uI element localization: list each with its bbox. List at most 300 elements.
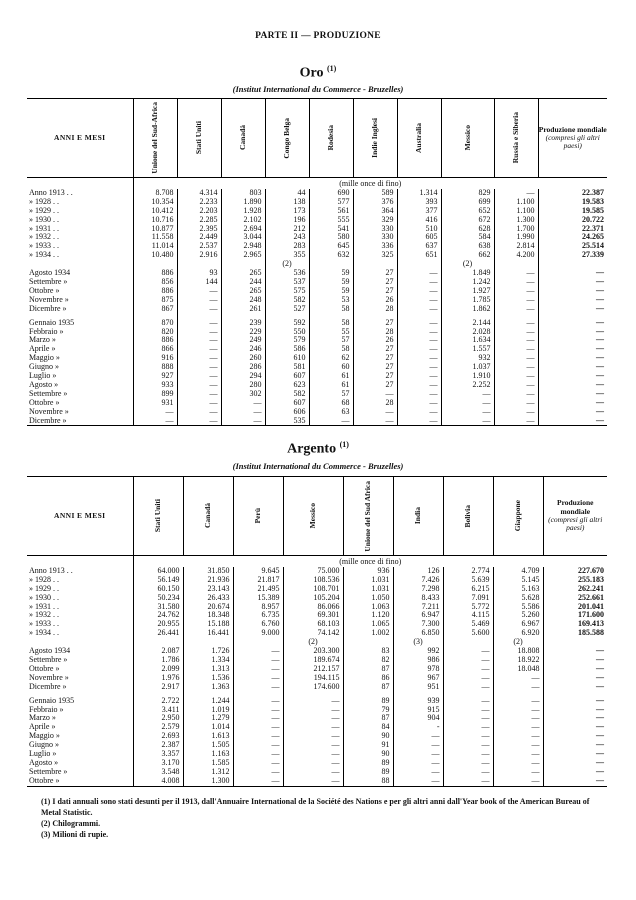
table-cell: — — [538, 417, 607, 426]
table-cell: 1.557 — [441, 345, 494, 354]
argento-corner-header: ANNI E MESI — [27, 477, 133, 556]
row-label: Agosto » — [29, 379, 59, 389]
table-cell: — — [177, 328, 221, 337]
table-cell: 1.700 — [494, 225, 538, 234]
table-cell: 7.300 — [393, 620, 443, 629]
table-cell: 262.241 — [543, 585, 607, 594]
table-cell: 577 — [309, 198, 353, 207]
oro-col-header — [397, 99, 441, 178]
table-cell: 203.300 — [283, 647, 343, 656]
table-cell: 20.722 — [538, 216, 607, 225]
table-cell: 1.312 — [183, 768, 233, 777]
table-cell: 6.850 — [393, 629, 443, 638]
table-row — [27, 336, 607, 345]
table-cell: 4.200 — [494, 251, 538, 260]
table-cell: 5.586 — [493, 603, 543, 612]
table-cell: 5.145 — [493, 576, 543, 585]
table-cell: — — [493, 723, 543, 732]
table-cell: 986 — [393, 656, 443, 665]
table-cell: 393 — [397, 198, 441, 207]
table-cell: 83 — [343, 647, 393, 656]
table-cell: — — [309, 417, 353, 426]
table-cell: 1.976 — [133, 674, 183, 683]
table-row — [27, 278, 607, 287]
table-cell: — — [494, 354, 538, 363]
table-cell: — — [543, 759, 607, 768]
table-cell: — — [221, 417, 265, 426]
table-cell: — — [538, 345, 607, 354]
table-row — [27, 723, 607, 732]
table-cell: 632 — [309, 251, 353, 260]
table-cell: — — [538, 363, 607, 372]
table-cell: — — [177, 390, 221, 399]
table-cell: 105.204 — [283, 594, 343, 603]
table-cell: 1.890 — [221, 198, 265, 207]
argento-units-label: (mille once di fino) — [133, 556, 607, 567]
table-cell: 376 — [353, 198, 397, 207]
table-cell: 173 — [265, 207, 309, 216]
footnote-3: (3) Milioni di rupie. — [41, 830, 109, 839]
table-cell: — — [443, 750, 493, 759]
table-cell: — — [233, 777, 283, 786]
table-cell: — — [221, 399, 265, 408]
table-cell: 18.922 — [493, 656, 543, 665]
table-cell: 5.600 — [443, 629, 493, 638]
table-cell: 1.242 — [441, 278, 494, 287]
oro-col-label: Congo Belga — [282, 117, 291, 159]
table-cell: 931 — [133, 399, 177, 408]
oro-col-label: Rodesia — [326, 125, 335, 151]
table-cell: 939 — [393, 697, 443, 706]
table-cell: 2.395 — [177, 225, 221, 234]
table-cell: 2.233 — [177, 198, 221, 207]
table-cell: 5.628 — [493, 594, 543, 603]
table-cell: 916 — [133, 354, 177, 363]
oro-col-label: Messico — [462, 125, 472, 151]
table-cell: 6.920 — [493, 629, 543, 638]
oro-col-label: Stati Uniti — [194, 121, 203, 155]
table-cell: — — [393, 777, 443, 786]
table-cell: 2.722 — [133, 697, 183, 706]
table-cell: 1.786 — [133, 656, 183, 665]
table-cell: 1.313 — [183, 665, 233, 674]
row-label: Agosto » — [29, 757, 59, 767]
table-cell: 2.449 — [177, 233, 221, 242]
table-row — [27, 408, 607, 417]
table-cell: 536 — [265, 269, 309, 278]
table-row — [27, 251, 607, 260]
row-label: Agosto 1934 — [29, 646, 71, 656]
table-cell: 5.639 — [443, 576, 493, 585]
oro-units-label: (mille once di fino) — [133, 178, 607, 189]
row-label: » 1933 . . — [29, 619, 59, 629]
table-cell: 592 — [265, 319, 309, 328]
table-cell: 589 — [353, 189, 397, 198]
table-cell: — — [538, 336, 607, 345]
table-cell: — — [538, 296, 607, 305]
table-cell: — — [543, 750, 607, 759]
table-cell: 82 — [343, 656, 393, 665]
table-cell: 88 — [343, 777, 393, 786]
table-row — [27, 372, 607, 381]
table-cell: 336 — [353, 242, 397, 251]
table-cell: 84 — [343, 723, 393, 732]
row-label: Luglio » — [29, 371, 57, 381]
table-cell: 672 — [441, 216, 494, 225]
table-cell: — — [543, 741, 607, 750]
table-cell: 24.265 — [538, 233, 607, 242]
table-cell: 2.387 — [133, 741, 183, 750]
table-cell: 21.495 — [233, 585, 283, 594]
table-row — [27, 305, 607, 314]
argento-prod-header — [543, 477, 607, 556]
table-cell: — — [177, 336, 221, 345]
table-cell: — — [397, 345, 441, 354]
row-label: Aprile » — [29, 344, 56, 354]
table-cell: — — [543, 777, 607, 786]
table-cell: 31.850 — [183, 567, 233, 576]
row-label: Giugno » — [29, 362, 59, 372]
table-cell: — — [397, 319, 441, 328]
table-cell: 6.215 — [443, 585, 493, 594]
table-cell: — — [397, 390, 441, 399]
table-cell: — — [133, 408, 177, 417]
table-cell: — — [177, 345, 221, 354]
table-cell: 4.008 — [133, 777, 183, 786]
oro-col-label: Canadà — [238, 125, 247, 151]
table-cell: — — [283, 768, 343, 777]
table-cell: 3.044 — [221, 233, 265, 242]
row-label: Anno 1913 . . — [29, 565, 73, 575]
table-row — [27, 741, 607, 750]
table-cell: — — [397, 328, 441, 337]
table-cell: 25.514 — [538, 242, 607, 251]
argento-col-label: Bolivia — [463, 504, 472, 528]
table-cell: — — [233, 647, 283, 656]
table-cell: 86.066 — [283, 603, 343, 612]
table-cell: 1.634 — [441, 336, 494, 345]
table-cell: — — [543, 674, 607, 683]
table-cell: 15.389 — [233, 594, 283, 603]
table-cell: — — [283, 759, 343, 768]
table-cell: 555 — [309, 216, 353, 225]
table-cell: 58 — [309, 319, 353, 328]
table-cell: — — [393, 759, 443, 768]
table-cell: 144 — [177, 278, 221, 287]
table-cell: 607 — [265, 399, 309, 408]
table-cell: 5.163 — [493, 585, 543, 594]
table-cell: — — [538, 269, 607, 278]
table-row — [27, 354, 607, 363]
table-cell: — — [493, 741, 543, 750]
table-cell: 10.354 — [133, 198, 177, 207]
table-cell: 1.849 — [441, 269, 494, 278]
argento-col-label: Unione del Sud Africa — [363, 480, 372, 552]
table-cell: 2.948 — [221, 242, 265, 251]
table-cell: 27 — [353, 345, 397, 354]
table-cell: 255.183 — [543, 576, 607, 585]
table-cell: 8.433 — [393, 594, 443, 603]
table-cell: — — [443, 768, 493, 777]
table-cell: — — [543, 768, 607, 777]
table-cell: 1.163 — [183, 750, 233, 759]
oro-col-header — [265, 99, 309, 178]
argento-col-label: Giappone — [513, 500, 522, 532]
argento-col-header — [343, 477, 393, 556]
table-row — [27, 594, 607, 603]
table-cell: 3.170 — [133, 759, 183, 768]
table-cell: — — [443, 714, 493, 723]
table-cell: (2) — [265, 260, 309, 269]
table-cell: — — [538, 408, 607, 417]
table-cell: 1.334 — [183, 656, 233, 665]
table-cell: — — [397, 399, 441, 408]
table-cell: 2.916 — [177, 251, 221, 260]
table-cell: — — [283, 706, 343, 715]
table-cell: 201.041 — [543, 603, 607, 612]
table-cell: 1.031 — [343, 585, 393, 594]
table-cell: 607 — [265, 372, 309, 381]
table-cell: 302 — [221, 390, 265, 399]
table-cell: 62 — [309, 354, 353, 363]
table-cell: (2) — [283, 638, 343, 647]
table-cell: — — [283, 741, 343, 750]
table-row — [27, 697, 607, 706]
table-cell: 2.693 — [133, 732, 183, 741]
table-cell: 10.480 — [133, 251, 177, 260]
table-cell: 803 — [221, 189, 265, 198]
table-cell: 3.357 — [133, 750, 183, 759]
table-cell: — — [177, 381, 221, 390]
row-label: Settembre » — [29, 766, 68, 776]
row-label: » 1930 . . — [29, 214, 59, 224]
oro-corner-header: ANNI E MESI — [27, 99, 133, 178]
table-cell: — — [494, 336, 538, 345]
table-cell: — — [443, 706, 493, 715]
row-label: Giugno » — [29, 740, 59, 750]
table-cell: 58 — [309, 305, 353, 314]
table-cell: — — [221, 408, 265, 417]
table-cell: (2) — [493, 638, 543, 647]
footnote-1: (1) I dati annuali sono stati desunti per il 1913, dall'Annuaire International de la Société des Nations e per gli altri anni dall'Year book of the American Bureau of Metal Statistic. — [41, 797, 590, 817]
table-row — [27, 345, 607, 354]
table-cell: 58 — [309, 345, 353, 354]
table-cell: 227.670 — [543, 567, 607, 576]
row-label: Maggio » — [29, 353, 60, 363]
table-cell: — — [443, 723, 493, 732]
row-label: » 1933 . . — [29, 241, 59, 251]
oro-col-header — [494, 99, 538, 178]
argento-col-label: Stati Uniti — [153, 499, 162, 533]
table-cell: 510 — [397, 225, 441, 234]
table-cell: 171.600 — [543, 611, 607, 620]
table-cell: — — [283, 732, 343, 741]
footnote-2: (2) Chilogrammi. — [41, 819, 101, 828]
table-cell: 927 — [133, 372, 177, 381]
table-cell: 280 — [221, 381, 265, 390]
table-cell: 637 — [397, 242, 441, 251]
table-cell: 330 — [353, 233, 397, 242]
row-label: Ottobre » — [29, 285, 60, 295]
table-cell: 59 — [309, 269, 353, 278]
table-cell: 5.469 — [443, 620, 493, 629]
row-label: Gennaio 1935 — [29, 317, 75, 327]
table-cell: 575 — [265, 287, 309, 296]
table-cell: 1.120 — [343, 611, 393, 620]
table-cell: 355 — [265, 251, 309, 260]
table-cell: 18.048 — [493, 665, 543, 674]
table-cell: — — [393, 741, 443, 750]
table-cell: 31.580 — [133, 603, 183, 612]
table-cell: 586 — [265, 345, 309, 354]
table-cell: 108.536 — [283, 576, 343, 585]
table-cell: 915 — [393, 706, 443, 715]
row-label: Ottobre » — [29, 663, 60, 673]
table-cell: 265 — [221, 269, 265, 278]
oro-col-header — [309, 99, 353, 178]
table-cell: 2.028 — [441, 328, 494, 337]
table-cell: 196 — [265, 216, 309, 225]
table-cell: — — [493, 683, 543, 692]
table-cell: 1.862 — [441, 305, 494, 314]
row-label: » 1931 . . — [29, 601, 59, 611]
oro-prod-header — [538, 99, 607, 178]
table-row — [27, 328, 607, 337]
table-cell: — — [493, 759, 543, 768]
table-cell: — — [538, 381, 607, 390]
table-cell: 87 — [343, 683, 393, 692]
table-row — [27, 714, 607, 723]
table-cell: — — [443, 777, 493, 786]
row-label: Luglio » — [29, 749, 57, 759]
table-cell: — — [397, 363, 441, 372]
oro-prod-note: (compresi gli altri paesi) — [545, 132, 600, 151]
table-cell: — — [493, 777, 543, 786]
table-cell: 3.548 — [133, 768, 183, 777]
table-cell: 15.188 — [183, 620, 233, 629]
table-cell: — — [233, 750, 283, 759]
table-cell: 1.505 — [183, 741, 233, 750]
table-row — [27, 732, 607, 741]
table-cell: 416 — [397, 216, 441, 225]
table-cell: 89 — [343, 697, 393, 706]
table-cell: (3) — [393, 638, 443, 647]
table-cell: — — [543, 647, 607, 656]
table-cell: 89 — [343, 759, 393, 768]
table-cell: 6.967 — [493, 620, 543, 629]
footnotes — [27, 796, 607, 840]
argento-prod-note: (compresi gli altri paesi) — [548, 515, 603, 533]
table-cell: — — [353, 390, 397, 399]
table-row — [27, 399, 607, 408]
table-cell: 26.441 — [133, 629, 183, 638]
table-cell: 1.785 — [441, 296, 494, 305]
table-cell: — — [177, 354, 221, 363]
table-cell: 11.558 — [133, 233, 177, 242]
table-cell: 69.301 — [283, 611, 343, 620]
row-label: Dicembre » — [27, 417, 133, 426]
table-cell: 936 — [343, 567, 393, 576]
table-cell: 364 — [353, 207, 397, 216]
table-cell: — — [543, 723, 607, 732]
table-cell: — — [543, 683, 607, 692]
table-cell: 89 — [343, 768, 393, 777]
table-cell: 1.244 — [183, 697, 233, 706]
table-cell: 87 — [343, 714, 393, 723]
table-cell: 7.426 — [393, 576, 443, 585]
row-label: » 1930 . . — [29, 592, 59, 602]
row-label: Febbraio » — [29, 704, 64, 714]
table-cell: — — [283, 723, 343, 732]
table-cell: 1.314 — [397, 189, 441, 198]
table-cell: 866 — [133, 345, 177, 354]
table-row — [27, 287, 607, 296]
table-cell: — — [494, 278, 538, 287]
table-cell: 1.031 — [343, 576, 393, 585]
row-label: » 1934 . . — [29, 628, 59, 638]
table-cell: 57 — [309, 336, 353, 345]
oro-col-header — [221, 99, 265, 178]
table-row — [27, 390, 607, 399]
table-cell: 60 — [309, 363, 353, 372]
table-row — [27, 759, 607, 768]
argento-col-header — [183, 477, 233, 556]
table-cell: 2.694 — [221, 225, 265, 234]
table-cell: 377 — [397, 207, 441, 216]
table-cell: 44 — [265, 189, 309, 198]
table-cell: 1.279 — [183, 714, 233, 723]
table-cell: 59 — [309, 278, 353, 287]
table-row — [27, 611, 607, 620]
argento-col-header — [283, 477, 343, 556]
table-cell: 2.285 — [177, 216, 221, 225]
table-cell: — — [177, 417, 221, 426]
table-cell: 2.579 — [133, 723, 183, 732]
table-cell: 61 — [309, 372, 353, 381]
table-cell: — — [543, 697, 607, 706]
table-cell: 6.760 — [233, 620, 283, 629]
table-cell: 10.877 — [133, 225, 177, 234]
table-cell: 212.157 — [283, 665, 343, 674]
oro-source: (Institut International du Commerce - Bruzelles) — [232, 84, 404, 94]
table-cell: — — [543, 732, 607, 741]
table-cell: — — [233, 768, 283, 777]
table-cell: 933 — [133, 381, 177, 390]
table-cell: 867 — [133, 305, 177, 314]
table-cell: 91 — [343, 741, 393, 750]
table-cell: 248 — [221, 296, 265, 305]
table-cell: 870 — [133, 319, 177, 328]
table-cell: — — [494, 269, 538, 278]
table-cell: 93 — [177, 269, 221, 278]
table-row — [27, 750, 607, 759]
table-cell: 26 — [353, 296, 397, 305]
table-cell: — — [177, 408, 221, 417]
table-cell: 27 — [353, 381, 397, 390]
table-cell: 886 — [133, 269, 177, 278]
table-cell: 53 — [309, 296, 353, 305]
row-label: Marzo » — [29, 713, 56, 723]
table-cell: — — [538, 354, 607, 363]
table-row — [27, 683, 607, 692]
table-cell: — — [353, 408, 397, 417]
table-cell: 1.300 — [494, 216, 538, 225]
row-label: » 1928 . . — [29, 574, 59, 584]
table-cell: — — [538, 328, 607, 337]
table-cell: 27.339 — [538, 251, 607, 260]
argento-col-label: Perù — [253, 508, 262, 524]
table-cell: 265 — [221, 287, 265, 296]
